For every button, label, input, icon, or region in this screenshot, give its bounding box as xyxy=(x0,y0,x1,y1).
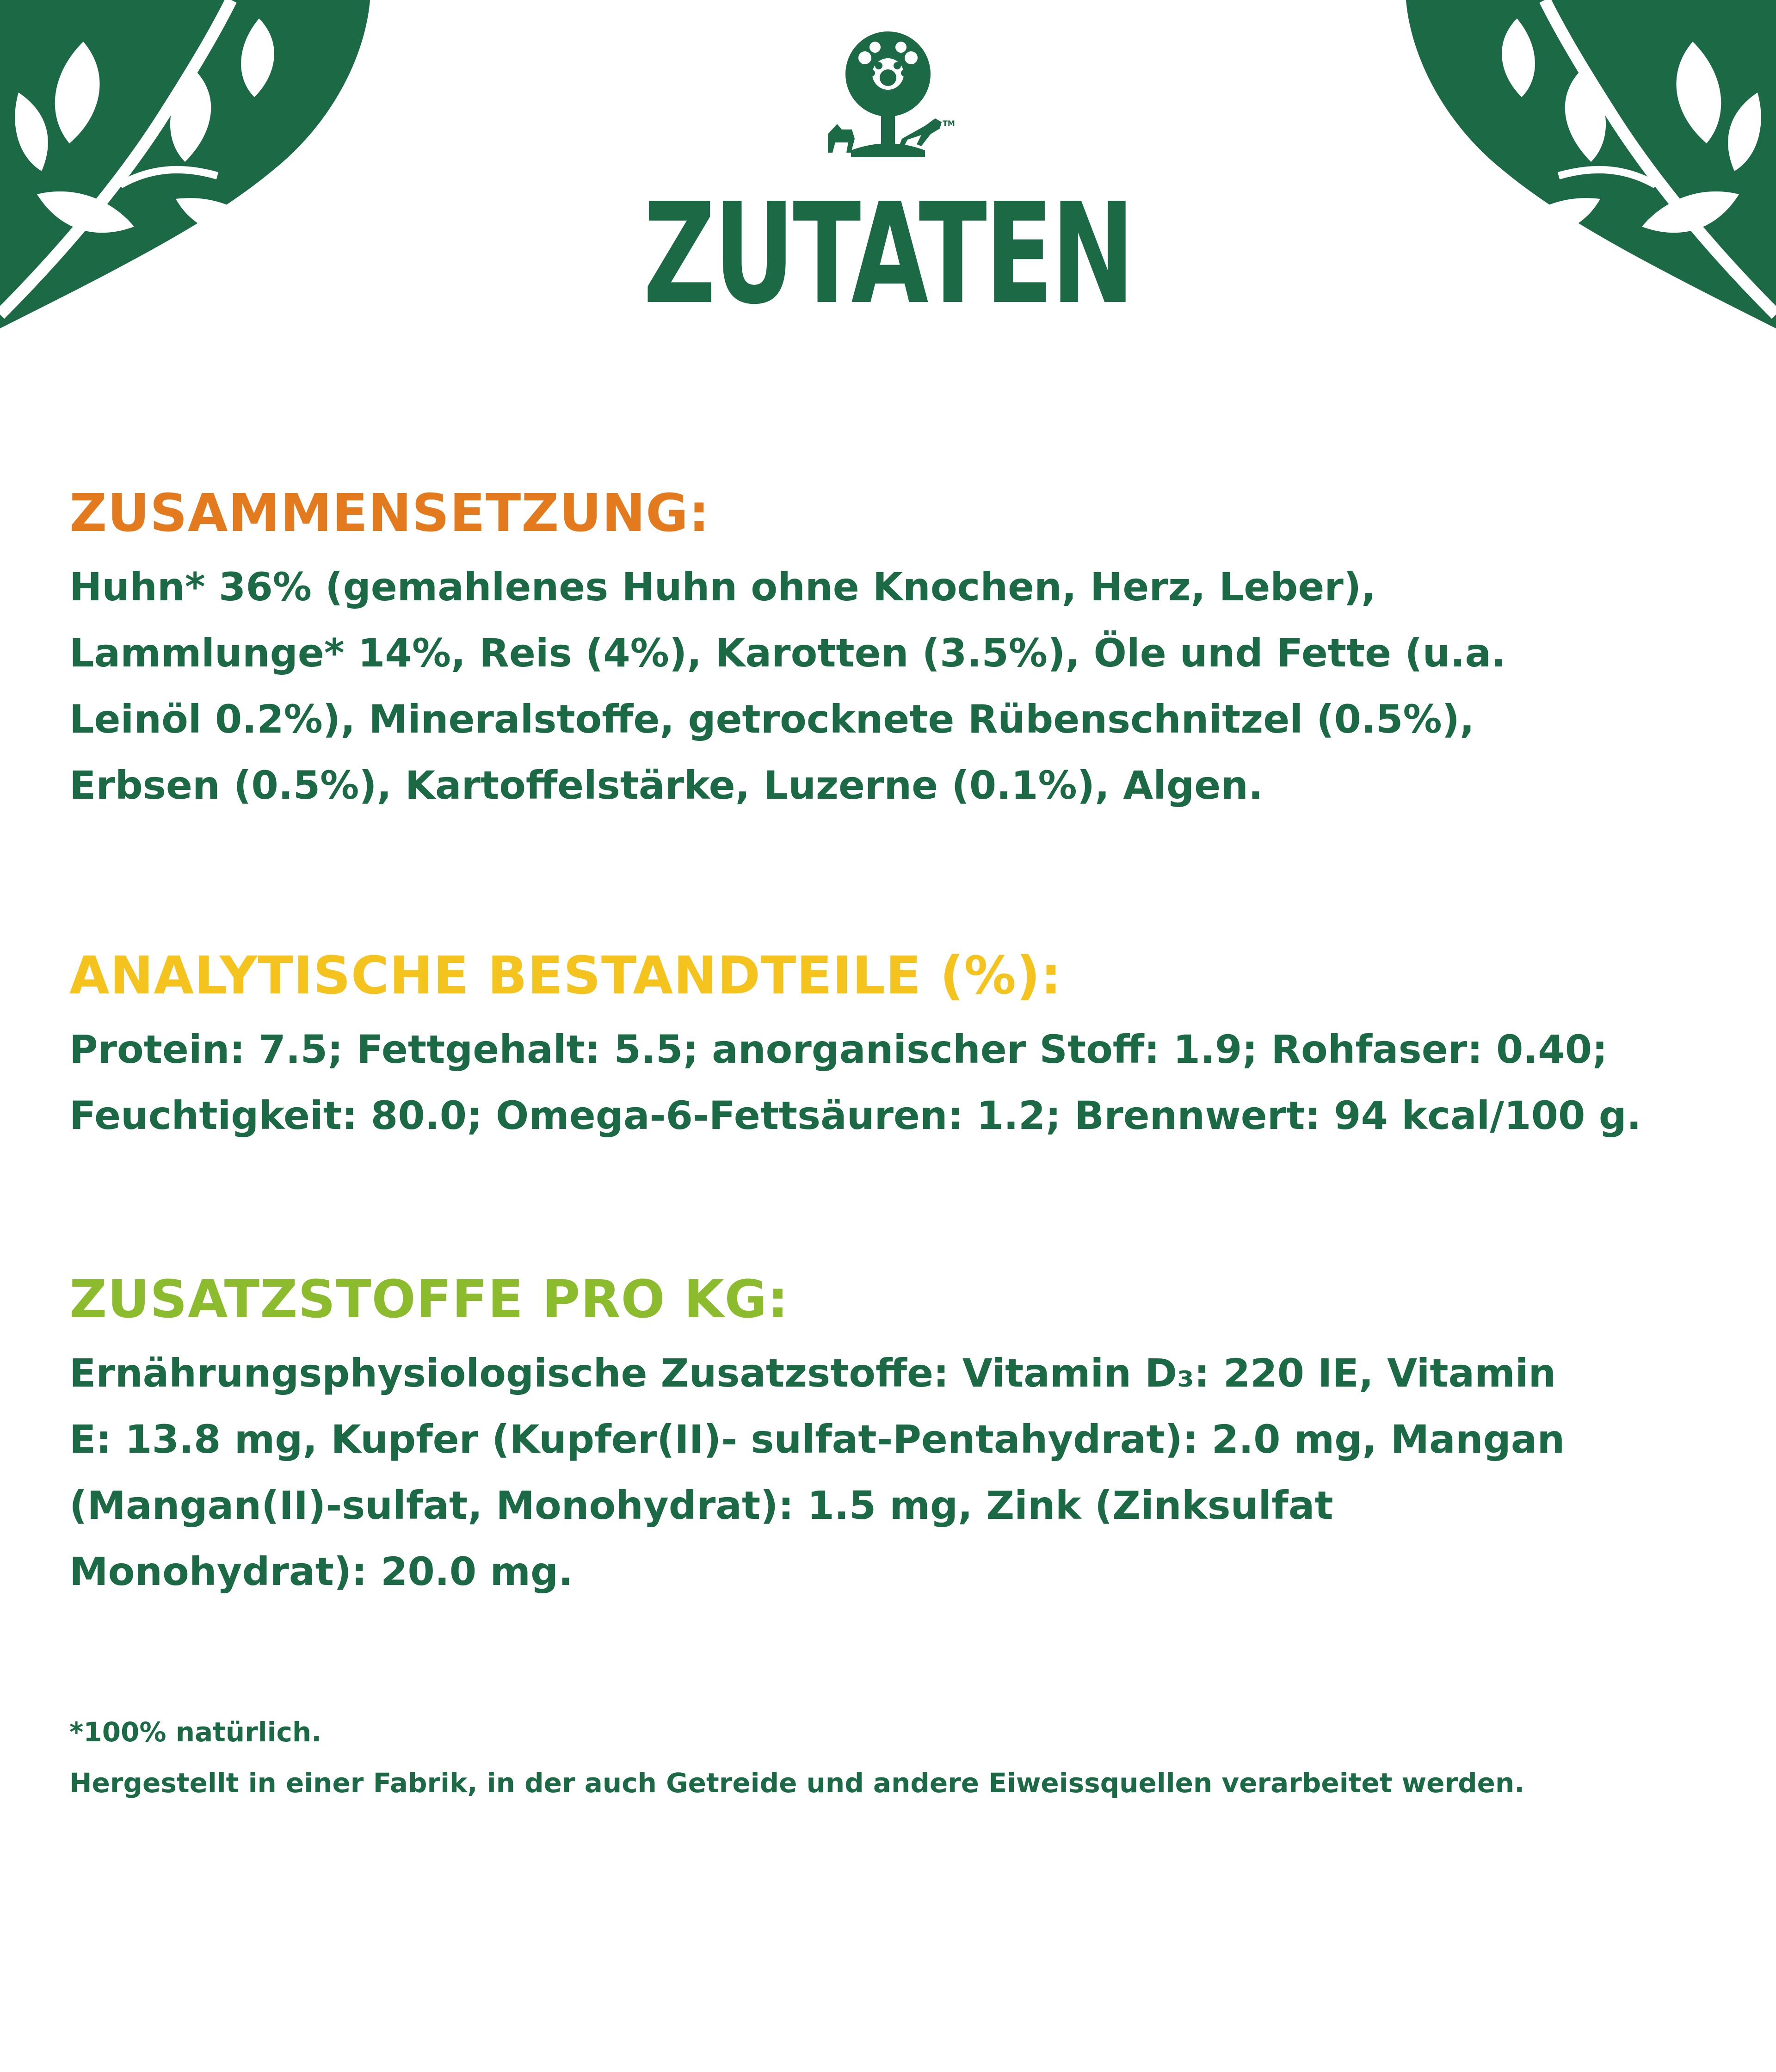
text-line: Erbsen (0.5%), Kartoffelstärke, Luzerne (0.1%), Algen. xyxy=(69,763,1263,808)
text-line: (Mangan(II)-sulfat, Monohydrat): 1.5 mg, Zink (Zinksulfat xyxy=(69,1483,1333,1528)
svg-text:TM: TM xyxy=(943,119,955,128)
text-line: Ernährungsphysiologische Zusatzstoffe: Vitamin D₃: 220 IE, Vitamin xyxy=(69,1350,1556,1396)
page-title: ZUTATEN xyxy=(643,173,1133,335)
analytical-text xyxy=(69,1017,1734,1149)
analytical-section xyxy=(69,944,1734,1149)
composition-text xyxy=(69,554,1734,819)
composition-section xyxy=(69,481,1734,819)
header-banner xyxy=(0,0,1776,335)
text-line: Huhn* 36% (gemahlenes Huhn ohne Knochen, Herz, Leber), xyxy=(69,564,1376,610)
text-line: Protein: 7.5; Fettgehalt: 5.5; anorganischer Stoff: 1.9; Rohfaser: 0.40; xyxy=(69,1027,1608,1072)
footnote-allergen: Hergestellt in einer Fabrik, in der auch Getreide und andere Eiweissquellen verarbeitet werden. xyxy=(69,1767,1525,1799)
additives-text xyxy=(69,1340,1734,1605)
composition-heading: ZUSAMMENSETZUNG: xyxy=(69,483,710,543)
text-line: Leinöl 0.2%), Mineralstoffe, getrocknete Rübenschnitzel (0.5%), xyxy=(69,697,1474,742)
footnote-natural: *100% natürlich. xyxy=(69,1716,322,1748)
tree-with-paw-cat-dog-logo-icon xyxy=(796,28,980,171)
analytical-heading: ANALYTISCHE BESTANDTEILE (%): xyxy=(69,946,1062,1006)
text-line: Lammlunge* 14%, Reis (4%), Karotten (3.5%), Öle und Fette (u.a. xyxy=(69,630,1506,676)
additives-heading: ZUSATZSTOFFE PRO KG: xyxy=(69,1270,789,1330)
footnotes xyxy=(69,1707,1734,1808)
additives-section xyxy=(69,1267,1734,1605)
text-line: Monohydrat): 20.0 mg. xyxy=(69,1549,574,1594)
text-line: Feuchtigkeit: 80.0; Omega-6-Fettsäuren: 1.2; Brennwert: 94 kcal/100 g. xyxy=(69,1093,1641,1138)
text-line: E: 13.8 mg, Kupfer (Kupfer(II)- sulfat-Pentahydrat): 2.0 mg, Mangan xyxy=(69,1417,1565,1462)
